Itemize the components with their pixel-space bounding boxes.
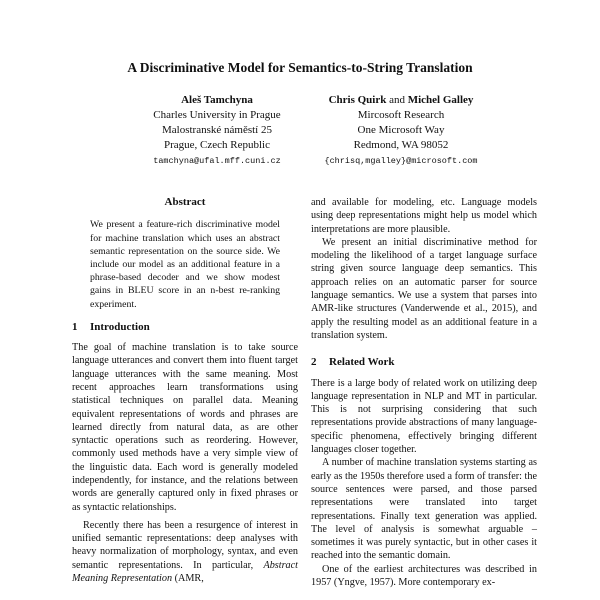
section-number: 1 (72, 320, 78, 333)
author-address-line: Prague, Czech Republic (164, 139, 270, 151)
author-email: tamchyna@ufal.mff.cuni.cz (153, 156, 281, 166)
paragraph-text: (AMR, (174, 573, 204, 585)
author-affiliation: Mircosoft Research (357, 109, 445, 121)
author-email: {chrisq,mgalley}@microsoft.com (324, 156, 478, 166)
paragraph-continued: and available for modeling, etc. Language models using deep representations might help us model which interpretations are more plausible. (311, 197, 537, 235)
author-conjunction: and (389, 94, 405, 106)
right-column (311, 196, 537, 589)
paragraph-text: Recently there has been a resurgence of interest in unified semantic representations: deep analyses with heavy normalization of morphology, syntax, and even semantic representations. In particular, (72, 519, 298, 571)
author-names (301, 93, 501, 108)
paper-title: A Discriminative Model for Semantics-to-String Translation (127, 60, 473, 75)
author-name: Chris Quirk (328, 94, 387, 106)
section-title: Related Work (329, 356, 395, 369)
intro-paragraph (72, 519, 298, 585)
author-affiliation: Charles University in Prague (153, 109, 281, 121)
author-block-right (301, 93, 501, 169)
author-address-line: Redmond, WA 98052 (353, 139, 449, 151)
intro-paragraph: The goal of machine translation is to take source language utterances and convert them into fluent target language utterances with the same meaning. Most recent approaches learn transformations using statistical techniques on parallel data. Meaning equivalent representations of words and phrases are learned directly from natural data, as are other syntactic operations such as reordering. However, commonly used methods have a very simple view of the linguistic data. Each word is generally modeled independently, for instance, and the relations between words are generally captured only in fixed phrases or as syntactic relationships. (72, 342, 298, 513)
related-paragraph: There is a large body of related work on utilizing deep language representation in NLP and MT in particular. This is not surprising considering that such representations provide abstractions of many language-specific phenomena, effectively bringing different languages closer together. (311, 377, 537, 456)
author-name: Aleš Tamchyna (181, 94, 253, 106)
italic-term: Abstract Meaning Representation (72, 559, 299, 585)
author-address-line: One Microsoft Way (357, 124, 445, 136)
section-heading-introduction (72, 321, 298, 334)
section-heading-related-work (311, 356, 537, 369)
author-name: Michel Galley (407, 94, 474, 106)
section-title: Introduction (90, 320, 150, 333)
abstract-text: We present a feature-rich discriminative model for machine translation which uses an abstract semantic representation on the source side. We include our model as an additional feature in a phrase-based decoder and we show modest gains in BLEU score in an n-best re-ranking experiment. (90, 219, 280, 310)
author-address-line: Malostranské náměstí 25 (162, 124, 272, 136)
related-paragraph: A number of machine translation systems starting as early as the 1950s therefore used a form of transfer: the source sentences were parsed, and those parsed representations were translated into target representations. Finally text generation was applied. The level of analysis is somewhat arguable – sometimes it was purely syntactic, but in other cases it reached into the semantic domain. (311, 457, 537, 562)
section-number: 2 (311, 356, 317, 369)
related-paragraph: One of the earliest architectures was described in 1957 (Yngve, 1957). More contemporary ex- (311, 563, 537, 589)
abstract-heading: Abstract (164, 196, 206, 208)
author-block-left (117, 93, 317, 169)
left-column (72, 196, 298, 585)
method-paragraph: We present an initial discriminative method for modeling the likelihood of a target language surface string given source language deep semantics. This approach relies on an automatic parser for source language semantics. We use a system that parses into AMR-like structures (Vanderwende et al., 2015), and apply the resulting model as an additional feature in a translation system. (311, 236, 537, 341)
